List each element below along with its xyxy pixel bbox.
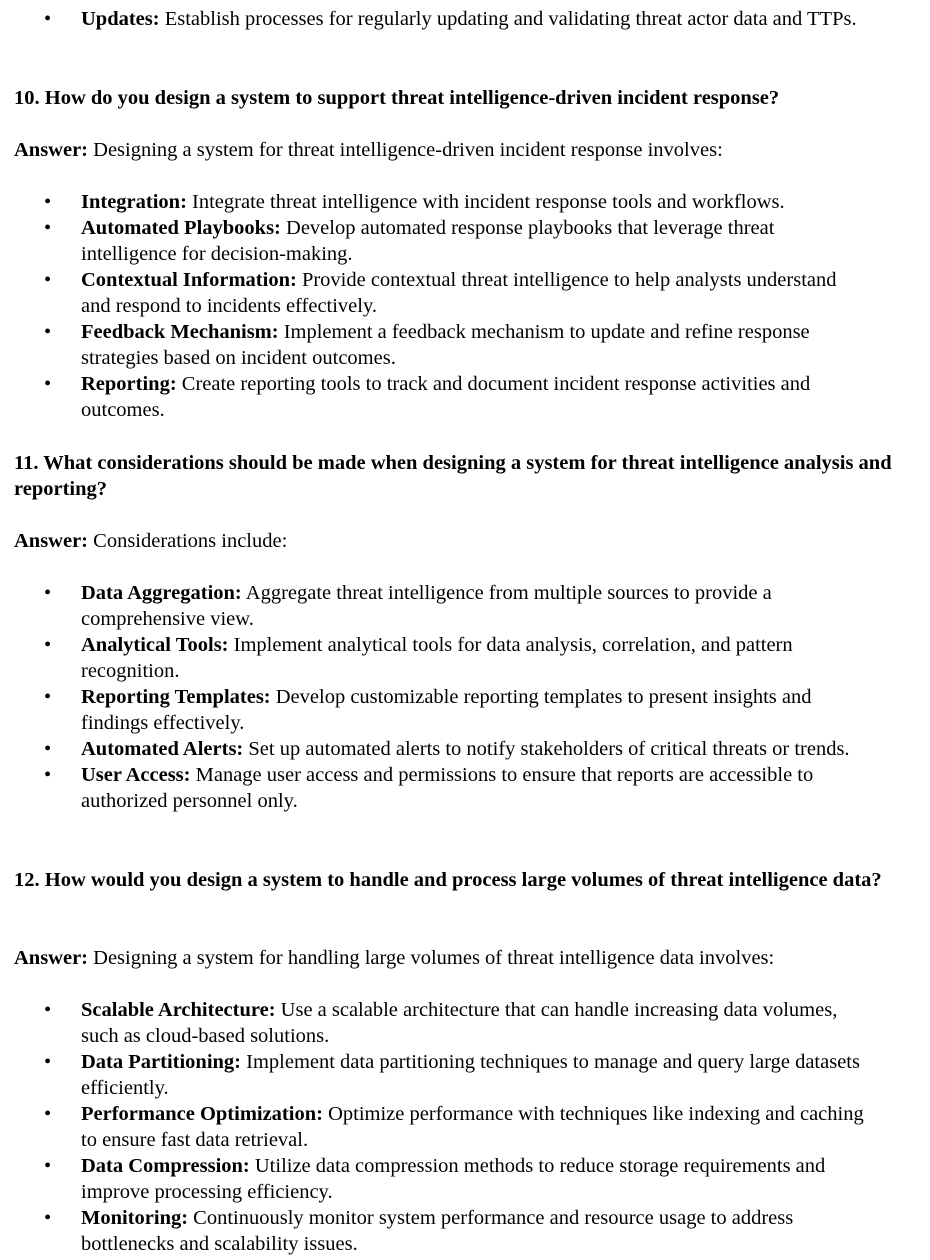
question-heading: 11. What considerations should be made when designing a system for threat intelligence analysis and reporting? (14, 452, 892, 500)
bullet-icon: • (44, 582, 52, 604)
answer-intro (14, 945, 894, 971)
question-heading: 10. How do you design a system to support threat intelligence-driven incident response? (14, 87, 780, 109)
item-text: Optimize performance with techniques like indexing and caching to ensure fast data retrieval. (81, 1103, 864, 1151)
item-text: Use a scalable architecture that can handle increasing data volumes, such as cloud-based solutions. (81, 999, 838, 1047)
list-item (0, 215, 871, 267)
list-item (0, 371, 871, 423)
list-item (0, 6, 871, 32)
item-text: Develop customizable reporting templates to present insights and findings effectively. (81, 686, 812, 734)
item-term: Scalable Architecture: (81, 999, 276, 1021)
answer-text: Designing a system for threat intelligence-driven incident response involves: (93, 139, 723, 161)
list-item (0, 189, 871, 215)
bullet-icon: • (44, 217, 52, 239)
item-term: Feedback Mechanism: (81, 321, 279, 343)
item-term: Performance Optimization: (81, 1103, 323, 1125)
bullet-icon: • (44, 1207, 52, 1229)
item-term: Data Compression: (81, 1155, 250, 1177)
list-item (0, 1205, 871, 1257)
list-item (0, 736, 871, 762)
list-item (0, 632, 871, 684)
item-text: Utilize data compression methods to reduce storage requirements and improve processing efficiency. (81, 1155, 826, 1203)
bullet-icon: • (44, 764, 52, 786)
bullet-icon: • (44, 269, 52, 291)
item-term: Contextual Information: (81, 269, 297, 291)
answer-label: Answer: (14, 530, 89, 552)
item-term: Integration: (81, 191, 187, 213)
item-text: Integrate threat intelligence with incident response tools and workflows. (192, 191, 785, 213)
bullet-icon: • (44, 191, 52, 213)
question-heading: 12. How would you design a system to handle and process large volumes of threat intelligence data? (14, 869, 882, 891)
item-term: Reporting Templates: (81, 686, 271, 708)
item-text: Develop automated response playbooks that leverage threat intelligence for decision-making. (81, 217, 775, 265)
bullet-icon: • (44, 686, 52, 708)
item-text: Implement analytical tools for data analysis, correlation, and pattern recognition. (81, 634, 793, 682)
answer-label: Answer: (14, 139, 89, 161)
answer-label: Answer: (14, 947, 89, 969)
section-list (0, 997, 900, 1257)
bullet-icon: • (44, 1051, 52, 1073)
bullet-icon: • (44, 373, 52, 395)
item-term: Automated Alerts: (81, 738, 244, 760)
item-text: Provide contextual threat intelligence to help analysts understand and respond to incidents effectively. (81, 269, 837, 317)
list-item (0, 1101, 871, 1153)
list-item (0, 580, 871, 632)
bullet-icon: • (44, 321, 52, 343)
list-item (0, 319, 871, 371)
item-text: Create reporting tools to track and document incident response activities and outcomes. (81, 373, 811, 421)
list-item (0, 1049, 871, 1101)
item-term: Data Aggregation: (81, 582, 242, 604)
item-text: Manage user access and permissions to ensure that reports are accessible to authorized personnel only. (81, 764, 814, 812)
answer-text: Considerations include: (93, 530, 288, 552)
list-item (0, 762, 871, 814)
item-text: Implement data partitioning techniques to manage and query large datasets efficiently. (81, 1051, 860, 1099)
item-text: Set up automated alerts to notify stakeholders of critical threats or trends. (248, 738, 850, 760)
answer-intro (14, 137, 894, 163)
list-item (0, 997, 871, 1049)
intro-list (0, 6, 900, 32)
section-list (0, 189, 900, 423)
section-list (0, 580, 900, 814)
list-item (0, 684, 871, 736)
item-text: Implement a feedback mechanism to update and refine response strategies based on incident outcomes. (81, 321, 810, 369)
item-text: Establish processes for regularly updating and validating threat actor data and TTPs. (164, 8, 857, 30)
item-term: Automated Playbooks: (81, 217, 281, 239)
list-item (0, 267, 871, 319)
bullet-icon: • (44, 999, 52, 1021)
item-term: User Access: (81, 764, 191, 786)
bullet-icon: • (44, 738, 52, 760)
bullet-icon: • (44, 1103, 52, 1125)
list-item (0, 1153, 871, 1205)
item-term: Reporting: (81, 373, 177, 395)
item-text: Aggregate threat intelligence from multiple sources to provide a comprehensive view. (81, 582, 772, 630)
bullet-icon: • (44, 634, 52, 656)
item-term: Analytical Tools: (81, 634, 229, 656)
answer-intro (14, 528, 894, 554)
answer-text: Designing a system for handling large volumes of threat intelligence data involves: (93, 947, 775, 969)
item-text: Continuously monitor system performance and resource usage to address bottlenecks and scalability issues. (81, 1207, 794, 1255)
item-term: Updates: (81, 8, 160, 30)
bullet-icon: • (44, 1155, 52, 1177)
bullet-icon: • (44, 8, 52, 30)
item-term: Data Partitioning: (81, 1051, 241, 1073)
item-term: Monitoring: (81, 1207, 189, 1229)
